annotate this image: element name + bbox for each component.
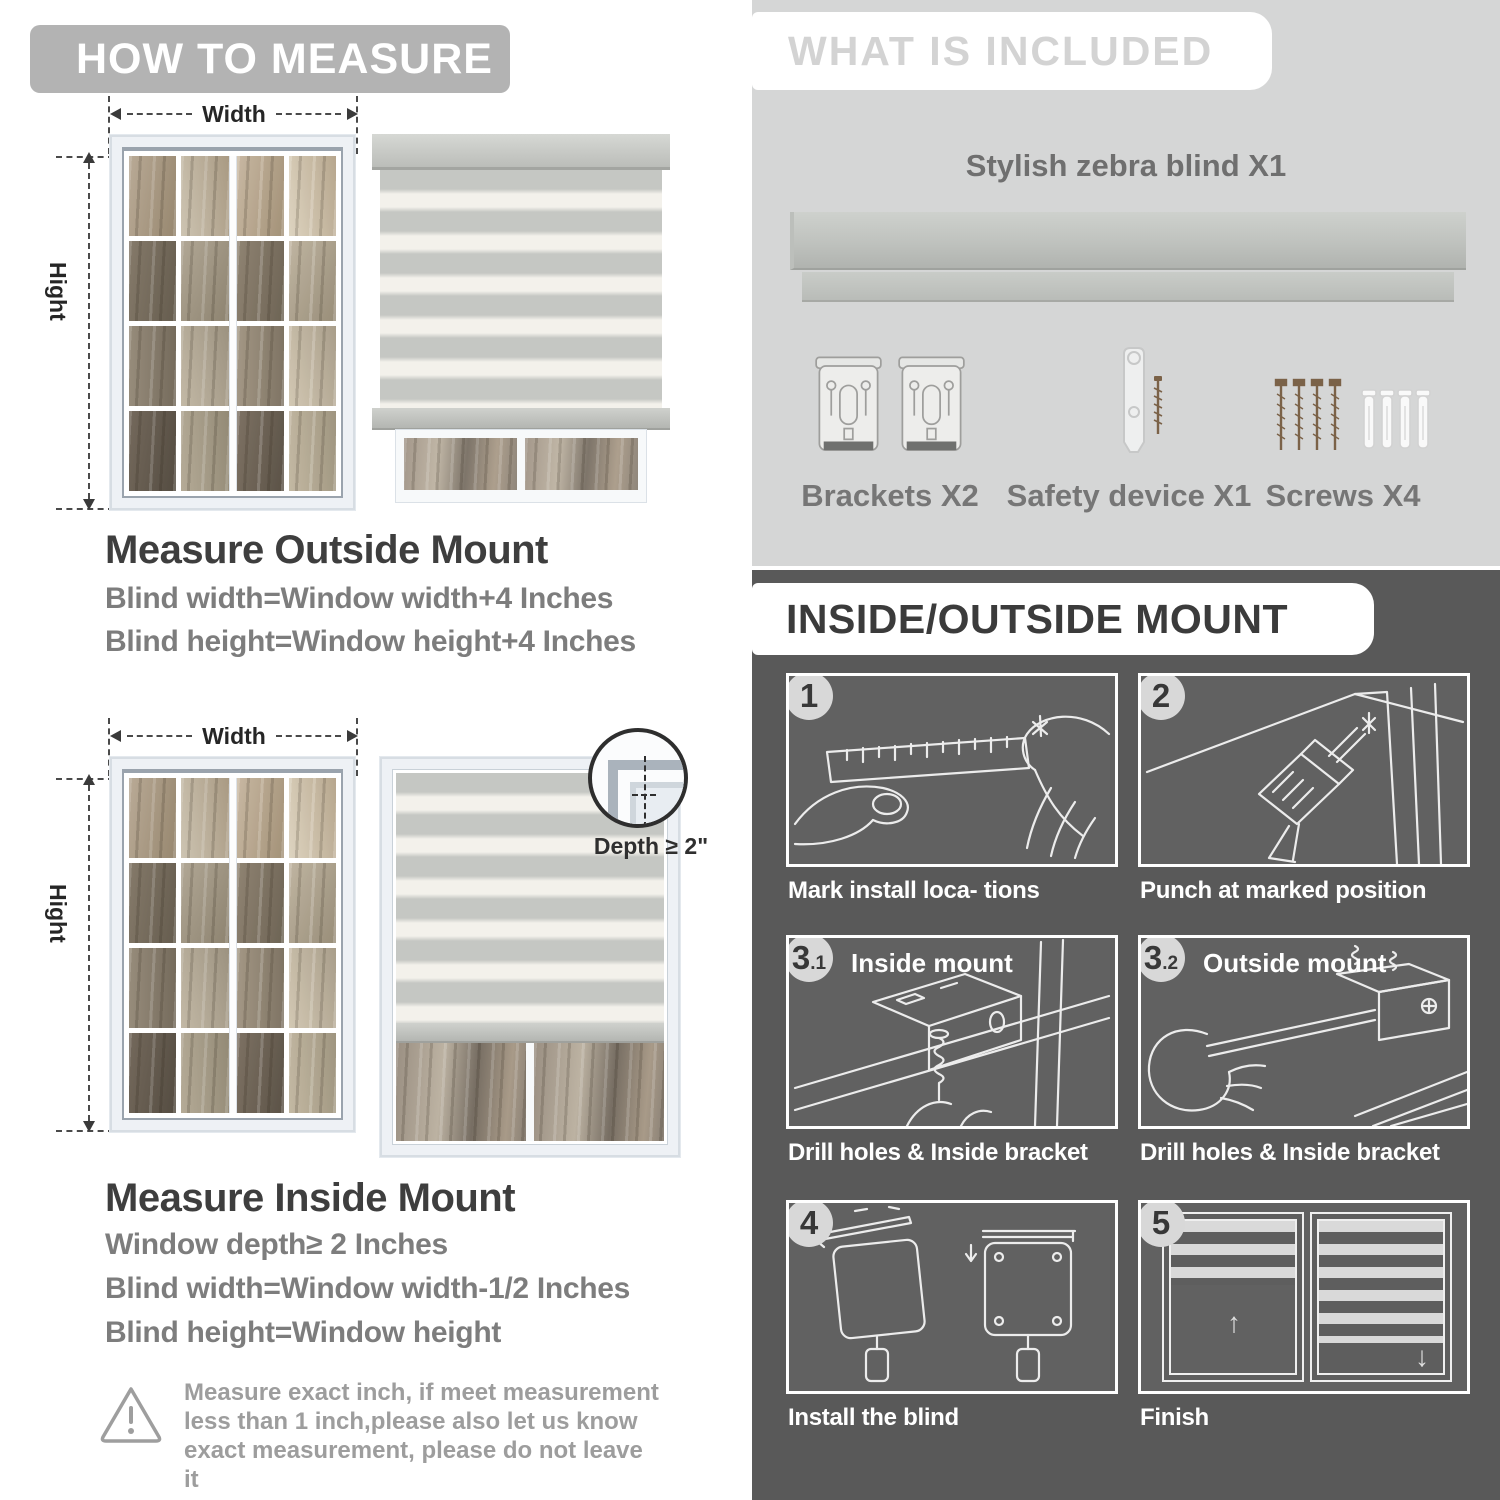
measure-warning-text: Measure exact inch, if meet measurement less than 1 inch,please also let us know exact measurement, please do not leave it [184, 1379, 659, 1493]
step-number-badge: 5 [1138, 1200, 1185, 1247]
outside-mount-line-2: Blind height=Window height+4 Inches [105, 625, 636, 658]
arrow-left-icon [110, 108, 121, 120]
blind-bottom-rail [396, 1023, 664, 1043]
inside-outside-mount-panel [752, 570, 1500, 1500]
blind-headrail-top [790, 212, 1466, 270]
mark-locations-art [789, 676, 1115, 864]
step-box-1 [786, 673, 1118, 867]
step-number-badge: 3 .2 [1138, 935, 1185, 982]
step-caption-2: Punch at marked position [1140, 877, 1427, 904]
step-number-badge: 4 [786, 1200, 833, 1247]
how-to-measure-header: HOW TO MEASURE [30, 25, 510, 93]
step-box-2 [1138, 673, 1470, 867]
install-blind-art [789, 1203, 1115, 1391]
depth-label: Depth ≥ 2" [593, 833, 709, 859]
inside-mount-line-1: Window depth≥ 2 Inches [105, 1228, 448, 1261]
what-is-included-panel [752, 0, 1500, 566]
window-illustration-outside [110, 135, 355, 510]
blind-fabric [380, 170, 662, 408]
screws-icon [1270, 376, 1434, 462]
step-box-3-1 [786, 935, 1118, 1129]
width-label: Width [202, 722, 266, 749]
step-box-4 [786, 1200, 1118, 1394]
what-is-included-header: WHAT IS INCLUDED [752, 12, 1272, 90]
blind-bottom-rail [372, 408, 670, 430]
height-label: Hight [45, 262, 71, 321]
safety-device-label: Safety device X1 [1006, 478, 1252, 513]
arrow-up-icon [83, 774, 95, 785]
inside-mount-label: Inside mount [851, 948, 1013, 978]
window-under-blind [396, 1043, 664, 1141]
safety-device-icon [1098, 346, 1174, 464]
brackets-label: Brackets X2 [801, 478, 979, 513]
width-arrow-inside [110, 722, 358, 749]
inside-mount-line-3: Blind height=Window height [105, 1316, 502, 1349]
window-illustration-inside [110, 757, 355, 1132]
step-number-badge: 1 [786, 673, 833, 720]
window-sash [129, 778, 229, 1113]
tick [356, 718, 358, 776]
arrow-left-icon [110, 730, 121, 742]
step-caption-3-2: Drill holes & Inside bracket [1140, 1139, 1440, 1166]
arrow-down-icon [83, 1121, 95, 1132]
window-sash [129, 156, 229, 491]
step-box-3-2 [1138, 935, 1470, 1129]
depth-magnifier [588, 728, 688, 828]
height-arrow-outside [82, 152, 96, 510]
blind-closed [1317, 1219, 1445, 1375]
window-sash [237, 156, 337, 491]
window-sash [237, 778, 337, 1113]
brackets-icon [814, 352, 966, 462]
outside-mount-label: Outside mount [1203, 948, 1387, 978]
width-label: Width [202, 100, 266, 127]
width-arrow-outside [110, 100, 358, 127]
down-arrow-icon: ↓ [1415, 1341, 1429, 1372]
outside-mount-line-1: Blind width=Window width+4 Inches [105, 582, 614, 615]
step-box-5 [1138, 1200, 1470, 1394]
height-label: Hight [45, 884, 71, 943]
inside-mount-line-2: Blind width=Window width-1/2 Inches [105, 1272, 631, 1305]
zebra-blind-outside-illustration [372, 130, 670, 502]
window-under-blind [396, 430, 646, 502]
outside-mount-title: Measure Outside Mount [105, 528, 548, 572]
step-caption-5: Finish [1140, 1404, 1209, 1431]
drill-art [1141, 676, 1467, 864]
blind-headrail-bottom [802, 272, 1454, 302]
inside-mount-title: Measure Inside Mount [105, 1176, 516, 1220]
step-caption-4: Install the blind [788, 1404, 959, 1431]
warning-triangle-icon [98, 1384, 164, 1446]
product-title: Stylish zebra blind X1 [965, 148, 1287, 183]
step-caption-3-1: Drill holes & Inside bracket [788, 1139, 1088, 1166]
blind-cassette [372, 134, 670, 170]
screws-label: Screws X4 [1265, 478, 1421, 513]
tick [356, 96, 358, 154]
blind-half-open [1169, 1219, 1297, 1375]
arrow-down-icon [83, 499, 95, 510]
step-caption-1: Mark install loca- tions [788, 877, 1040, 904]
step-number-badge: 3 .1 [786, 935, 833, 982]
height-arrow-inside [82, 774, 96, 1132]
arrow-up-icon [83, 152, 95, 163]
up-arrow-icon: ↑ [1227, 1307, 1241, 1338]
inside-outside-mount-header: INSIDE/OUTSIDE MOUNT [752, 583, 1374, 655]
step-number-badge: 2 [1138, 673, 1185, 720]
